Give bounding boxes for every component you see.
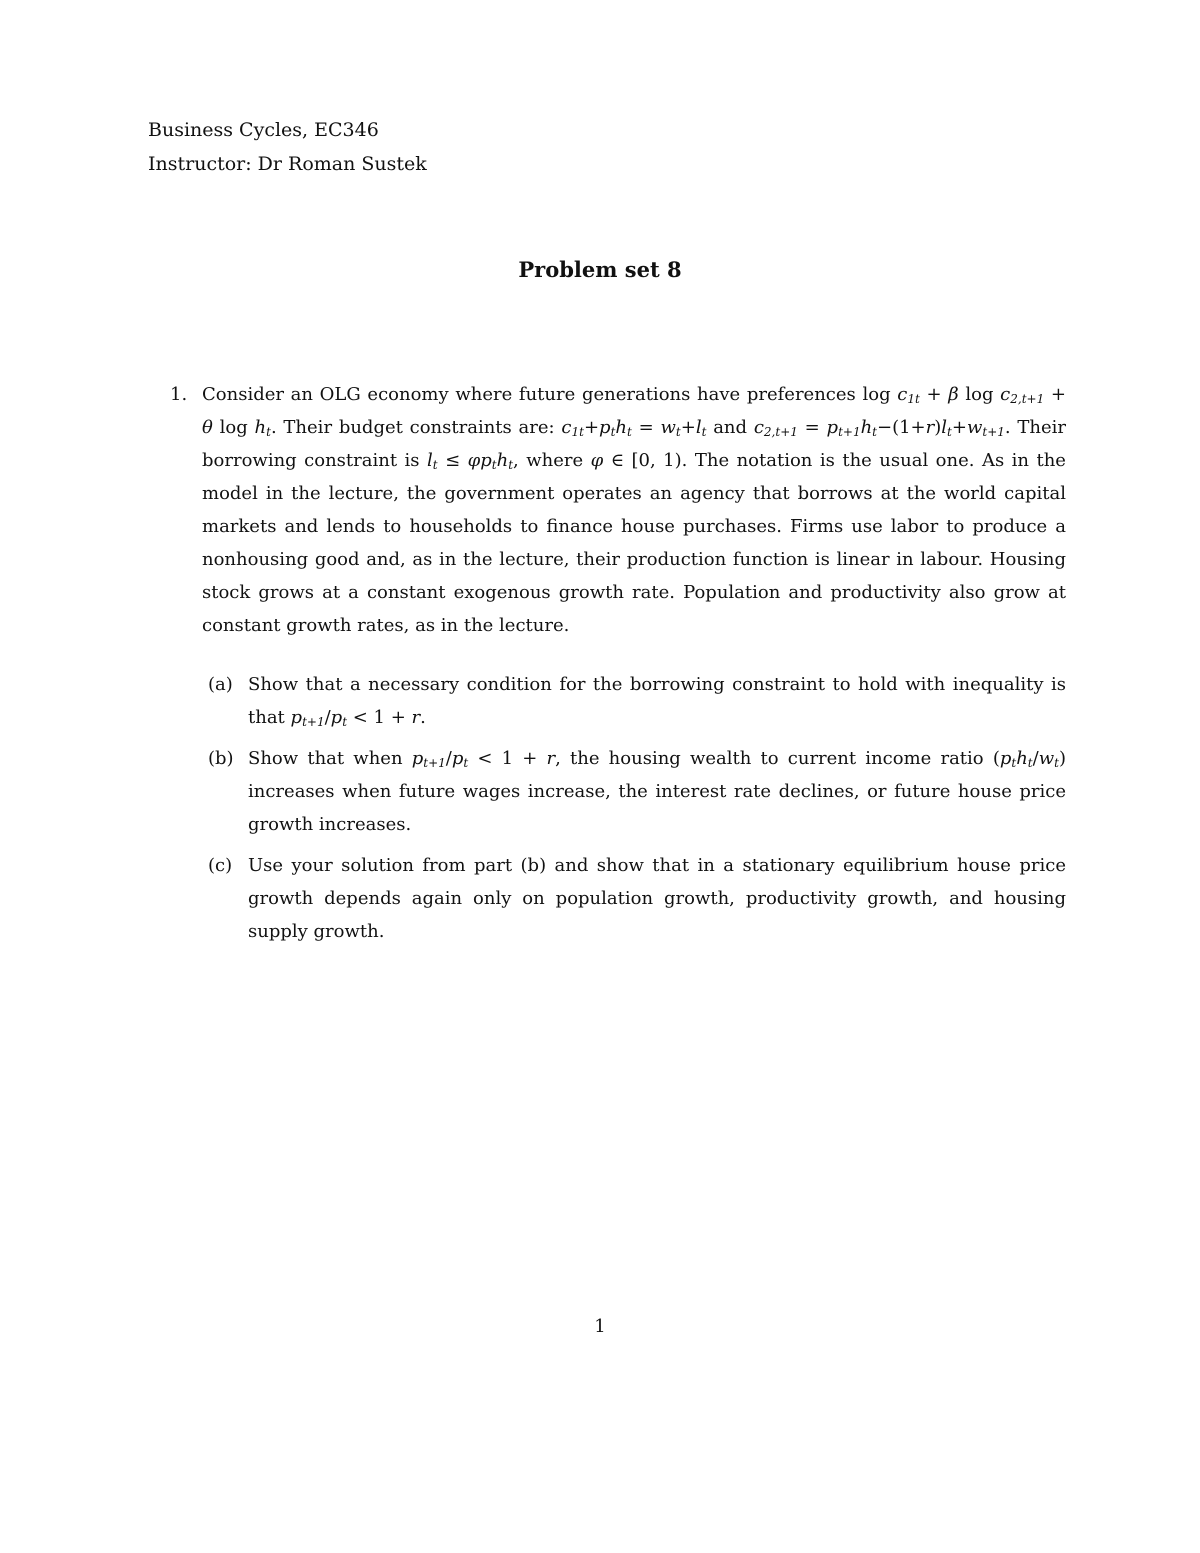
part-text: increases when future wages increase, the interest rate declines, or future house price growth increases. [248, 781, 1066, 835]
budget-constraint-young: $c_{1t}+p_th_t = w_t+l_t$ [561, 417, 707, 439]
phi-range: φ ∈ [0, 1) [590, 450, 682, 471]
part-b [202, 742, 1066, 841]
part-text: Show that a necessary condition for the borrowing constraint to hold with inequality is that [248, 674, 1066, 728]
borrowing-constraint: $l_t \le \varphi p_th_t$ [427, 450, 514, 472]
problem-text: . Their budget constraints are: [270, 417, 555, 438]
part-label: (b) [208, 748, 234, 769]
part-a [202, 668, 1066, 734]
course-name: Business Cycles, EC346 [148, 119, 379, 141]
problem-1 [170, 378, 1066, 642]
part-label: (c) [208, 855, 233, 876]
part-text: , the housing wealth to current income ratio [555, 748, 984, 769]
price-growth-condition: $p_{t+1}/p_t < 1 + r$ [290, 707, 421, 729]
page-number: 1 [594, 1316, 606, 1337]
problem-text: . Their borrowing constraint is [202, 417, 1067, 471]
part-label: (a) [208, 674, 233, 695]
part-c [202, 849, 1066, 948]
problem-parts [202, 668, 1066, 956]
part-text: Use your solution from part (b) and show that in a stationary equilibrium house price growth depends again only on population growth, productivity growth, and housing supply growth. [248, 855, 1066, 942]
budget-constraint-old: $c_{2,t+1} = p_{t+1}h_t-(1+r)l_t+w_{t+1}$ [753, 417, 1005, 439]
part-text: Show that when [248, 748, 403, 769]
part-text: . [420, 707, 426, 728]
instructor-name: Instructor: Dr Roman Sustek [148, 153, 427, 175]
problem-number: 1. [170, 384, 188, 405]
preferences-formula: $\log c_{1t} + \beta$ $\log c_{2,t+1} + \theta$ $\log h_t$ [202, 384, 1066, 439]
problem-text: , where [513, 450, 584, 471]
problem-text: and [713, 417, 748, 438]
wealth-income-ratio: $(p_th_t/w_t)$ [992, 748, 1066, 770]
price-growth-condition: $p_{t+1}/p_t < 1 + r$ [411, 748, 556, 770]
problem-text: Consider an OLG economy where future generations have preferences [202, 384, 856, 405]
page-title: Problem set 8 [518, 257, 682, 282]
problem-body [202, 378, 1066, 642]
problem-text: . The notation is the usual one. As in the model in the lecture, the government operates an agency that borrows at the world capital markets and lends to households to finance house purchases. Firms use labor to produce a nonhousing good and, as in the lecture, their production function is linear in labour. Housing stock grows at a constant exogenous growth rate. Population and productivity also grow at constant growth rates, as in the lecture. [202, 450, 1066, 636]
